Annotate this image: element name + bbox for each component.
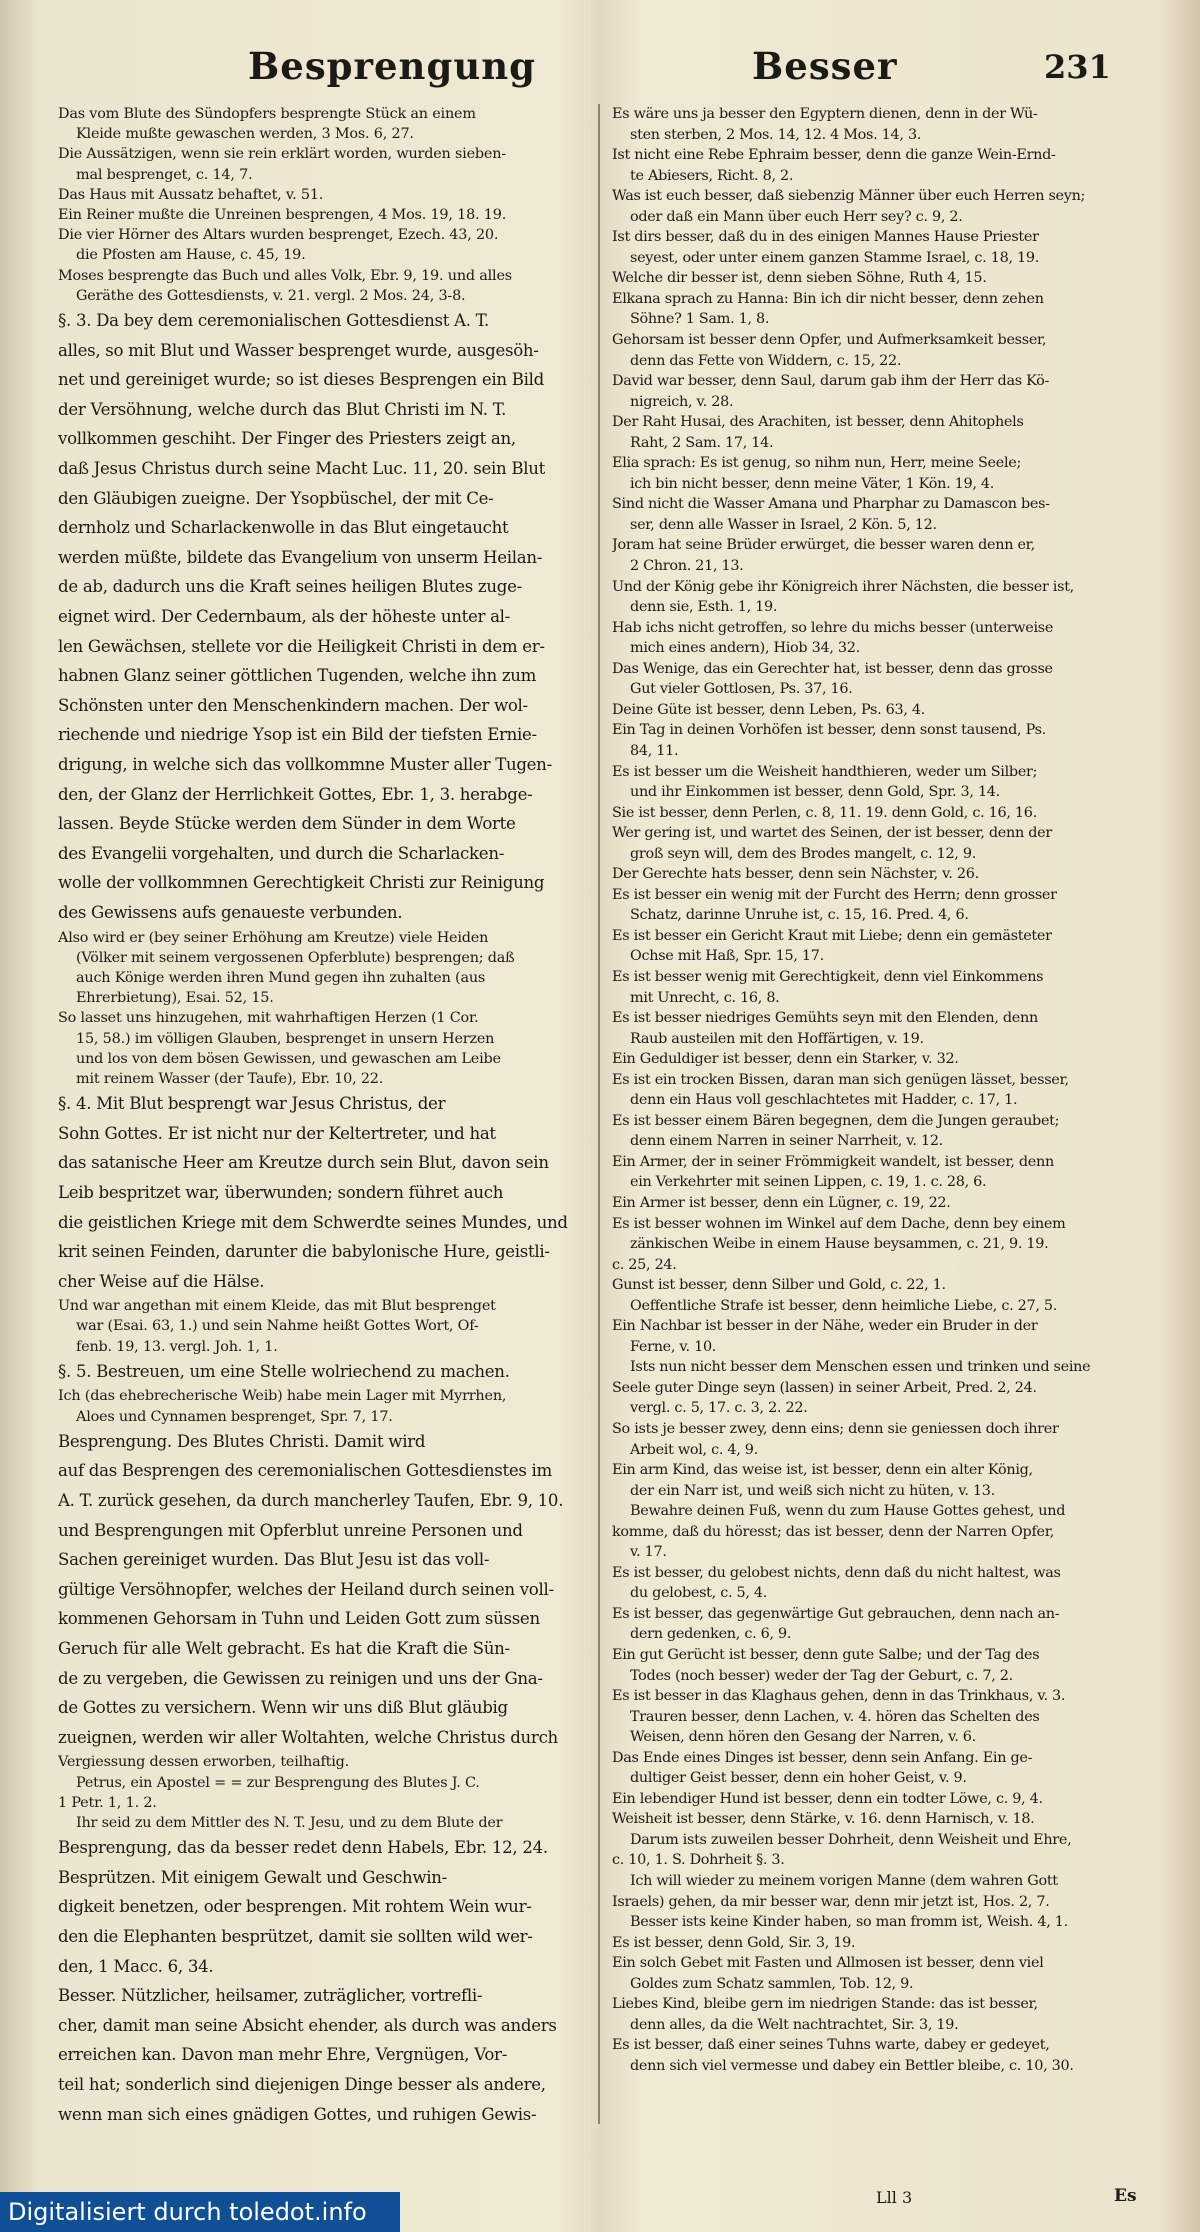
left-text-line: eignet wird. Der Cedernbaum, als der höheste unter al- (58, 606, 510, 626)
right-text-line: oder daß ein Mann über euch Herr sey? c. 9, 2. (630, 208, 963, 225)
left-text-line: habnen Glanz seiner göttlichen Tugenden, welche ihn zum (58, 666, 537, 686)
left-text-line: Besprengung, das da besser redet denn Habels, Ebr. 12, 24. (58, 1838, 548, 1858)
right-text-line: denn das Fette von Widdern, c. 15, 22. (630, 352, 902, 369)
right-text-line: David war besser, denn Saul, darum gab ihm der Herr das Kö- (612, 373, 1050, 390)
left-text-line: und los von dem bösen Gewissen, und gewaschen am Leibe (76, 1050, 501, 1067)
left-text-line: net und gereiniget wurde; so ist dieses Besprengen ein Bild (58, 370, 544, 390)
right-text-line: Es ist besser, daß einer seines Tuhns warte, dabey er gedeyet, (612, 2037, 1050, 2054)
right-text-line: Todes (noch besser) weder der Tag der Geburt, c. 7, 2. (630, 1667, 1013, 1684)
right-text-line: mich eines andern), Hiob 34, 32. (630, 640, 860, 657)
right-text-line: Der Raht Husai, des Arachiten, ist besser, denn Ahitophels (612, 414, 1024, 431)
right-text-line: Goldes zum Schatz sammlen, Tob. 12, 9. (630, 1975, 914, 1992)
left-text-line: krit seinen Feinden, darunter die babylonische Hure, geistli- (58, 1242, 550, 1262)
left-text-line: das satanische Heer am Kreutze durch sein Blut, davon sein (58, 1153, 549, 1173)
right-text-line: Das Ende eines Dinges ist besser, denn sein Anfang. Ein ge- (612, 1749, 1033, 1766)
right-text-line: komme, daß du höresst; das ist besser, denn der Narren Opfer, (612, 1523, 1054, 1540)
left-text-line: Aloes und Cynnamen besprenget, Spr. 7, 17. (76, 1408, 393, 1425)
right-text-line: Hab ichs nicht getroffen, so lehre du michs besser (unterweise (612, 619, 1054, 636)
left-text-line: Moses besprengte das Buch und alles Volk, Ebr. 9, 19. und alles (58, 267, 512, 284)
right-text-line: Deine Güte ist besser, denn Leben, Ps. 63, 4. (612, 701, 926, 718)
catchword: Es (1114, 2186, 1137, 2206)
left-text-line: cher, damit man seine Absicht ehender, als durch was anders (58, 2015, 557, 2035)
left-text-line: Geruch für alle Welt gebracht. Es hat die Kraft die Sün- (58, 1639, 510, 1659)
right-text-line: Ein arm Kind, das weise ist, ist besser, denn ein alter König, (612, 1462, 1033, 1479)
left-text-line: Petrus, ein Apostel = = zur Besprengung des Blutes J. C. (76, 1774, 480, 1791)
left-text-line: de zu vergeben, die Gewissen zu reinigen und uns der Gna- (58, 1668, 543, 1688)
right-text-line: Gehorsam ist besser denn Opfer, und Aufmerksamkeit besser, (612, 332, 1047, 349)
left-text-line: des Evangelii vorgehalten, und durch die Scharlacken- (58, 843, 505, 863)
right-text-line: Ist nicht eine Rebe Ephraim besser, denn die ganze Wein-Ernd- (612, 147, 1056, 164)
left-text-line: Die vier Hörner des Altars wurden besprenget, Ezech. 43, 20. (58, 227, 499, 244)
right-text-line: Elkana sprach zu Hanna: Bin ich dir nicht besser, denn zehen (612, 290, 1044, 307)
left-text-line: fenb. 19, 13. vergl. Joh. 1, 1. (76, 1338, 278, 1355)
right-text-line: vergl. c. 5, 17. c. 3, 2. 22. (630, 1400, 808, 1417)
right-text-line: Ich will wieder zu meinem vorigen Manne (dem wahren Gott (630, 1873, 1058, 1890)
right-text-line: Es ist besser um die Weisheit handthieren, weder um Silber; (612, 763, 1038, 780)
left-text-line: war (Esai. 63, 1.) und sein Nahme heißt Gottes Wort, Of- (76, 1318, 479, 1335)
left-text-line: lassen. Beyde Stücke werden dem Sünder in dem Worte (58, 814, 516, 834)
left-text-line: riechende und niedrige Ysop ist ein Bild der tiefsten Ernie- (58, 725, 537, 745)
right-text-line: Es ist besser einem Bären begegnen, dem die Jungen geraubet; (612, 1112, 1060, 1129)
left-text-line: Geräthe des Gottesdiensts, v. 21. vergl. 2 Mos. 24, 3-8. (76, 287, 466, 304)
left-column (58, 104, 588, 2124)
left-text-line: wenn man sich eines gnädigen Gottes, und ruhigen Gewis- (58, 2104, 537, 2124)
left-text-line: auf das Besprengen des ceremonialischen Gottesdienstes im (58, 1461, 552, 1481)
right-text-line: Ein Geduldiger ist besser, denn ein Starker, v. 32. (612, 1051, 959, 1068)
right-text-line: und ihr Einkommen ist besser, denn Gold, Spr. 3, 14. (630, 784, 1000, 801)
right-text-line: Es ist ein trocken Bissen, daran man sich genügen lässet, besser, (612, 1071, 1069, 1088)
left-text-line: Kleide mußte gewaschen werden, 3 Mos. 6, 27. (76, 126, 414, 143)
right-text-line: der ein Narr ist, und weiß sich nicht zu hüten, v. 13. (630, 1482, 995, 1499)
right-text-line: Trauren besser, denn Lachen, v. 4. hören das Schelten des (630, 1708, 1040, 1725)
right-text-line: Ein Tag in deinen Vorhöfen ist besser, denn sonst tausend, Ps. (612, 722, 1046, 739)
right-text-line: Es ist besser niedriges Gemühts seyn mit den Elenden, denn (612, 1010, 1038, 1027)
right-text-line: Darum ists zuweilen besser Dohrheit, denn Weisheit und Ehre, (630, 1831, 1072, 1848)
left-text-line: Leib bespritzet war, überwunden; sondern führet auch (58, 1182, 504, 1202)
left-text-line: wolle der vollkommnen Gerechtigkeit Christi zur Reinigung (58, 873, 545, 893)
right-text-line: Es wäre uns ja besser den Egyptern dienen, denn in der Wü- (612, 106, 1038, 122)
right-text-line: Besser ists keine Kinder haben, so man fromm ist, Weish. 4, 1. (630, 1914, 1068, 1931)
left-text-line: Schönsten unter den Menschenkindern machen. Der wol- (58, 695, 528, 715)
right-text-line: zänkischen Weibe in einem Hause beysammen, c. 21, 9. 19. (630, 1236, 1049, 1253)
right-text-line: c. 10, 1. S. Dohrheit §. 3. (612, 1852, 785, 1869)
left-text-line: de ab, dadurch uns die Kraft seines heiligen Blutes zuge- (58, 577, 522, 597)
right-text-line: seyest, oder unter einem ganzen Stamme Israel, c. 18, 19. (630, 249, 1039, 266)
left-text-line: (Völker mit seinem vergossenen Opferblute) besprengen; daß (76, 949, 515, 966)
left-text-line: Also wird er (bey seiner Erhöhung am Kreutze) viele Heiden (58, 929, 489, 946)
right-text-line: sten sterben, 2 Mos. 14, 12. 4 Mos. 14, 3. (630, 126, 922, 143)
left-text-line: Das vom Blute des Sündopfers besprengte Stück an einem (58, 106, 476, 122)
right-text-line: Es ist besser, das gegenwärtige Gut gebrauchen, denn nach an- (612, 1605, 1060, 1622)
left-text-line: den die Elephanten besprützet, damit sie sollten wild wer- (58, 1927, 533, 1947)
right-text-line: Ists nun nicht besser dem Menschen essen und trinken und seine (630, 1359, 1091, 1376)
right-text-line: ich bin nicht besser, denn meine Väter, 1 Kön. 19, 4. (630, 475, 995, 492)
header-right-title: Besser (752, 44, 898, 88)
right-text-line: denn sie, Esth. 1, 19. (630, 599, 778, 616)
right-text-line: Das Wenige, das ein Gerechter hat, ist besser, denn das grosse (612, 660, 1053, 677)
header-left-title: Besprengung (248, 44, 536, 88)
left-text-line: die Pfosten am Hause, c. 45, 19. (76, 247, 306, 264)
right-text-line: Es ist besser ein Gericht Kraut mit Liebe; denn ein gemästeter (612, 927, 1052, 944)
left-text-line: drigung, in welche sich das vollkommne Muster aller Tugen- (58, 754, 552, 774)
left-text-line: A. T. zurück gesehen, da durch mancherley Taufen, Ebr. 9, 10. (58, 1491, 564, 1511)
right-text-line: ein Verkehrter mit seinen Lippen, c. 19, 1. c. 28, 6. (630, 1174, 987, 1191)
right-text-line: Seele guter Dinge seyn (lassen) in seiner Arbeit, Pred. 2, 24. (612, 1379, 1037, 1396)
right-text-line: Wer gering ist, und wartet des Seinen, der ist besser, denn der (612, 825, 1052, 842)
right-text-line: Arbeit wol, c. 4, 9. (630, 1441, 758, 1458)
right-text-line: Weisheit ist besser, denn Stärke, v. 16. denn Harnisch, v. 18. (612, 1811, 1035, 1828)
right-text-line: Ferne, v. 10. (630, 1338, 717, 1355)
left-text-line: §. 3. Da bey dem ceremonialischen Gottesdienst A. T. (58, 311, 489, 331)
right-text-line: du gelobest, c. 5, 4. (630, 1585, 768, 1602)
right-text-line: denn einem Narren in seiner Narrheit, v. 12. (630, 1133, 943, 1150)
right-text-line: Ein Armer ist besser, denn ein Lügner, c. 19, 22. (612, 1194, 951, 1211)
right-text-line: Raub austeilen mit den Hoffärtigen, v. 19. (630, 1030, 924, 1047)
left-text-line: den, der Glanz der Herrlichkeit Gottes, Ebr. 1, 3. herabge- (58, 784, 533, 804)
left-text-line: der Versöhnung, welche durch das Blut Christi im N. T. (58, 399, 507, 419)
right-text-line: Ochse mit Haß, Spr. 15, 17. (630, 948, 824, 965)
left-text-line: So lasset uns hinzugehen, mit wahrhaftigen Herzen (1 Cor. (58, 1010, 479, 1027)
right-text-line: Bewahre deinen Fuß, wenn du zum Hause Gottes gehest, und (630, 1503, 1066, 1520)
running-header (0, 44, 1200, 104)
right-text-line: Liebes Kind, bleibe gern im niedrigen Stande: das ist besser, (612, 1996, 1038, 2013)
digitization-watermark[interactable]: Digitalisiert durch toledot.info (0, 2192, 400, 2232)
right-text-line: Es ist besser ein wenig mit der Furcht des Herrn; denn grosser (612, 886, 1057, 903)
left-text-line: Ein Reiner mußte die Unreinen besprengen, 4 Mos. 19, 18. 19. (58, 207, 507, 224)
left-text-line: Besser. Nützlicher, heilsamer, zuträglicher, vortrefli- (58, 1986, 483, 2006)
left-text-line: werden müßte, bildete das Evangelium von unserm Heilan- (58, 547, 543, 567)
right-text-line: Weisen, denn hören den Gesang der Narren, v. 6. (630, 1729, 976, 1746)
left-text-line: teil hat; sonderlich sind diejenigen Dinge besser als andere, (58, 2074, 546, 2094)
left-text-line: §. 4. Mit Blut besprengt war Jesus Christus, der (58, 1094, 446, 1114)
right-text-line: nigreich, v. 28. (630, 393, 734, 410)
left-text-line: vollkommen geschiht. Der Finger des Priesters zeigt an, (58, 429, 516, 449)
left-text-line: Vergiessung dessen erworben, teilhaftig. (58, 1754, 349, 1771)
right-text-line: Ist dirs besser, daß du in des einigen Mannes Hause Priester (612, 229, 1039, 246)
left-text-line: die geistlichen Kriege mit dem Schwerdte seines Mundes, und (58, 1212, 568, 1232)
right-text-line: c. 25, 24. (612, 1256, 677, 1273)
left-text-line: Besprengung. Des Blutes Christi. Damit wird (58, 1431, 426, 1451)
right-text-line: So ists je besser zwey, denn eins; denn sie geniessen doch ihrer (612, 1421, 1059, 1437)
right-text-line: v. 17. (630, 1544, 667, 1561)
right-text-line: Ein solch Gebet mit Fasten und Allmosen ist besser, denn viel (612, 1955, 1044, 1972)
left-text-line: de Gottes zu versichern. Wenn wir uns diß Blut gläubig (58, 1698, 508, 1718)
left-text-line: Ihr seid zu dem Mittler des N. T. Jesu, und zu dem Blute der (76, 1815, 503, 1832)
right-text-line: denn ein Haus voll geschlachtetes mit Hadder, c. 17, 1. (630, 1092, 1018, 1109)
left-text-line: Das Haus mit Aussatz behaftet, v. 51. (58, 186, 324, 203)
left-text-line: Und war angethan mit einem Kleide, das mit Blut besprenget (58, 1298, 496, 1315)
left-text-line: auch Könige werden ihren Mund gegen ihn zuhalten (aus (76, 969, 486, 986)
right-text-line: Ein Nachbar ist besser in der Nähe, weder ein Bruder in der (612, 1318, 1038, 1335)
left-text-line: Sachen gereiniget wurden. Das Blut Jesu ist das voll- (58, 1550, 490, 1570)
left-text-line: Ich (das ehebrecherische Weib) habe mein Lager mit Myrrhen, (58, 1388, 507, 1405)
left-text-line: Sohn Gottes. Er ist nicht nur der Keltertreter, und hat (58, 1123, 496, 1143)
left-text-line: len Gewächsen, stellete vor die Heiligkeit Christi in dem er- (58, 636, 545, 656)
right-text-line: Es ist besser wenig mit Gerechtigkeit, denn viel Einkommens (612, 968, 1044, 985)
right-text-line: Es ist besser, du gelobest nichts, denn daß du nicht haltest, was (612, 1564, 1061, 1581)
right-text-line: Was ist euch besser, daß siebenzig Männer über euch Herren seyn; (612, 188, 1086, 205)
left-text-line: cher Weise auf die Hälse. (58, 1271, 265, 1291)
right-text-line: groß seyn will, dem des Brodes mangelt, c. 12, 9. (630, 845, 976, 862)
left-text-line: digkeit benetzen, oder besprengen. Mit rohtem Wein wur- (58, 1897, 532, 1917)
page-number: 231 (1044, 48, 1111, 86)
right-text-line: Und der König gebe ihr Königreich ihrer Nächsten, die besser ist, (612, 578, 1074, 595)
left-text-line: kommenen Gehorsam in Tuhn und Leiden Gott zum süssen (58, 1609, 540, 1629)
left-text-line: den Gläubigen zueigne. Der Ysopbüschel, der mit Ce- (58, 488, 494, 508)
left-text-line: Ehrerbietung), Esai. 52, 15. (76, 990, 274, 1007)
left-text-line: und Besprengungen mit Opferblut unreine Personen und (58, 1520, 523, 1540)
right-text-line: mit Unrecht, c. 16, 8. (630, 989, 780, 1006)
right-text-line: Oeffentliche Strafe ist besser, denn heimliche Liebe, c. 27, 5. (630, 1297, 1058, 1314)
right-text-line: Welche dir besser ist, denn sieben Söhne, Ruth 4, 15. (612, 270, 987, 287)
left-text-line: daß Jesus Christus durch seine Macht Luc. 11, 20. sein Blut (58, 459, 545, 478)
signature-mark: Lll 3 (876, 2188, 913, 2207)
right-text-line: Raht, 2 Sam. 17, 14. (630, 434, 774, 451)
right-text-line: Israels) gehen, da mir besser war, denn mir jetzt ist, Hos. 2, 7. (612, 1893, 1050, 1910)
right-text-line: Es ist besser, denn Gold, Sir. 3, 19. (612, 1934, 856, 1951)
right-text-line: Gunst ist besser, denn Silber und Gold, c. 22, 1. (612, 1277, 946, 1294)
right-text-line: Schatz, darinne Unruhe ist, c. 15, 16. Pred. 4, 6. (630, 907, 969, 924)
left-text-line: §. 5. Bestreuen, um eine Stelle wolriechend zu machen. (58, 1361, 510, 1381)
right-text-line: Joram hat seine Brüder erwürget, die besser waren denn er, (612, 537, 1035, 554)
right-column (612, 104, 1180, 2134)
left-text-line: gültige Versöhnopfer, welches der Heiland durch seinen voll- (58, 1579, 554, 1599)
left-text-line: Besprützen. Mit einigem Gewalt und Geschwin- (58, 1867, 447, 1887)
right-text-line: Ein Armer, der in seiner Frömmigkeit wandelt, ist besser, denn (612, 1153, 1054, 1170)
right-text-line: Es ist besser in das Klaghaus gehen, denn in das Trinkhaus, v. 3. (612, 1688, 1066, 1705)
left-text-line: des Gewissens aufs genaueste verbunden. (58, 902, 403, 922)
column-divider (598, 104, 600, 2124)
left-text-line: dernholz und Scharlackenwolle in das Blut eingetaucht (58, 518, 509, 538)
right-text-line: Es ist besser wohnen im Winkel auf dem Dache, denn bey einem (612, 1215, 1066, 1232)
right-text-line: Sind nicht die Wasser Amana und Pharphar zu Damascon bes- (612, 496, 1050, 513)
right-text-line: ser, denn alle Wasser in Israel, 2 Kön. 5, 12. (630, 516, 937, 533)
left-text-line: mal besprenget, c. 14, 7. (76, 166, 253, 183)
left-text-line: den, 1 Macc. 6, 34. (58, 1956, 214, 1976)
left-text-line: 15, 58.) im völligen Glauben, besprenget in unsern Herzen (76, 1030, 495, 1047)
left-text-line: 1 Petr. 1, 1. 2. (58, 1794, 157, 1811)
right-text-line: Gut vieler Gottlosen, Ps. 37, 16. (630, 681, 853, 698)
right-text-line: Söhne? 1 Sam. 1, 8. (630, 311, 770, 328)
left-text-line: alles, so mit Blut und Wasser besprenget wurde, ausgesöh- (58, 340, 539, 360)
right-text-line: dultiger Geist besser, denn ein hoher Geist, v. 9. (630, 1770, 967, 1787)
left-text-line: Die Aussätzigen, wenn sie rein erklärt worden, wurden sieben- (58, 146, 506, 163)
right-text-line: Ein gut Gerücht ist besser, denn gute Salbe; und der Tag des (612, 1647, 1040, 1664)
right-text-line: Der Gerechte hats besser, denn sein Nächster, v. 26. (612, 866, 979, 883)
right-text-line: denn sich viel vermesse und dabey ein Bettler bleibe, c. 10, 30. (630, 2057, 1074, 2074)
left-text-line: zueignen, werden wir aller Woltahten, welche Christus durch (58, 1727, 558, 1747)
right-text-line: Sie ist besser, denn Perlen, c. 8, 11. 19. denn Gold, c. 16, 16. (612, 804, 1037, 821)
right-text-line: Elia sprach: Es ist genug, so nihm nun, Herr, meine Seele; (612, 455, 1022, 472)
right-text-line: dern gedenken, c. 6, 9. (630, 1626, 792, 1643)
right-text-line: te Abiesers, Richt. 8, 2. (630, 167, 794, 184)
right-text-line: 84, 11. (630, 742, 679, 759)
right-text-line: 2 Chron. 21, 13. (630, 558, 744, 575)
left-text-line: mit reinem Wasser (der Taufe), Ebr. 10, 22. (76, 1070, 384, 1087)
left-text-line: erreichen kan. Davon man mehr Ehre, Vergnügen, Vor- (58, 2045, 508, 2065)
right-text-line: Ein lebendiger Hund ist besser, denn ein todter Löwe, c. 9, 4. (612, 1790, 1043, 1807)
right-text-line: denn alles, da die Welt nachtrachtet, Sir. 3, 19. (630, 2016, 959, 2033)
